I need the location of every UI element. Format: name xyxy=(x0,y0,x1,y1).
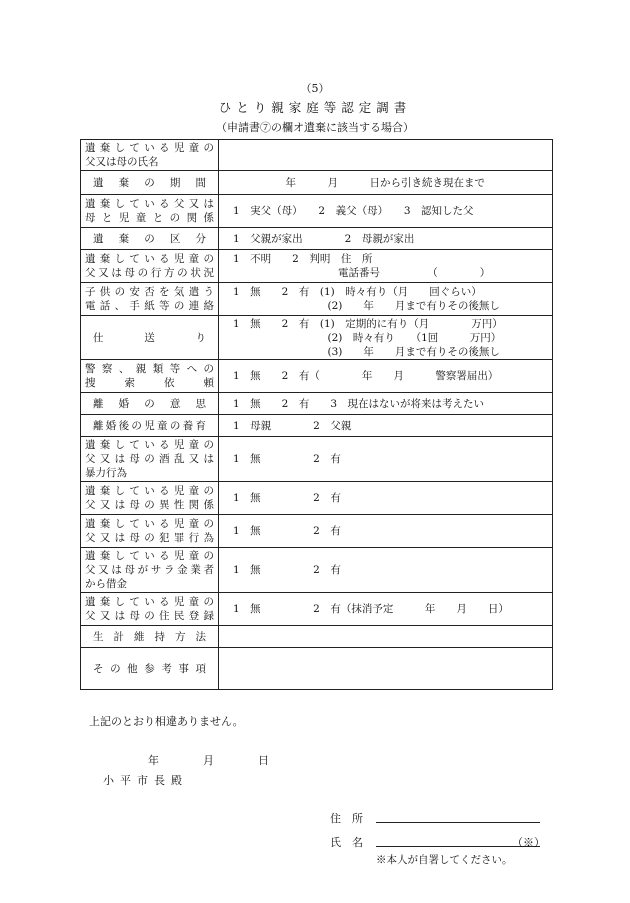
table-row xyxy=(81,195,553,228)
row-value[interactable] xyxy=(219,648,553,690)
row-label-line: 警察、親類等への xyxy=(85,363,214,375)
row-value-line: 1 無 2 有 xyxy=(233,453,341,465)
form-title: ひとり親家庭等認定調書 xyxy=(218,100,412,115)
row-label-line: 母と児童との関係 xyxy=(85,212,214,224)
name-label: 氏 名 xyxy=(330,836,363,849)
row-label-line: 父又は母の酒乱又は xyxy=(85,453,214,465)
table-row xyxy=(81,482,553,515)
seal-mark: （※） xyxy=(512,836,545,849)
row-value[interactable] xyxy=(219,482,553,515)
row-value[interactable] xyxy=(219,195,553,228)
row-label-line: 父又は母の住民登録 xyxy=(85,610,214,622)
row-value[interactable] xyxy=(219,515,553,548)
row-value[interactable] xyxy=(219,626,553,648)
row-label-line: 遺棄している児童の xyxy=(85,518,214,530)
row-value-line: 1 無 2 有 xyxy=(233,564,341,576)
row-label xyxy=(81,316,219,360)
table-row xyxy=(81,393,553,415)
row-label-line: 子供の安否を気遣う xyxy=(85,286,214,298)
table-row xyxy=(81,250,553,283)
row-value-line: 1 無 2 有（ 年 月 警察署届出） xyxy=(233,370,499,382)
row-label-line: 父又は母の異性関係 xyxy=(85,499,214,511)
signature-note: ※本人が自署してください。 xyxy=(376,854,513,866)
row-label-line: 父又は母の氏名 xyxy=(85,156,159,168)
table-row xyxy=(81,283,553,316)
row-label-line: 遺棄している父又は xyxy=(85,198,214,210)
row-value[interactable] xyxy=(219,250,553,283)
row-label-line: 遺棄している児童の xyxy=(85,485,214,497)
table-row xyxy=(81,360,553,393)
row-label-line: 離婚後の児童の養育 xyxy=(93,419,206,432)
row-label xyxy=(81,171,219,195)
statement-text: 上記のとおり相違ありません。 xyxy=(89,715,244,728)
row-label xyxy=(81,648,219,690)
row-label xyxy=(81,548,219,593)
row-label xyxy=(81,393,219,415)
row-value[interactable] xyxy=(219,228,553,250)
row-label xyxy=(81,593,219,626)
row-label-line: 離婚の意思 xyxy=(93,397,206,410)
row-value[interactable] xyxy=(219,360,553,393)
row-value-line: 電話番号 （ ） xyxy=(233,267,491,279)
row-label xyxy=(81,283,219,316)
row-label-line: 暴力行為 xyxy=(85,467,127,479)
row-value-line: 1 父親が家出 2 母親が家出 xyxy=(233,232,415,245)
row-value[interactable] xyxy=(219,140,553,171)
row-label-line: 捜 索 依 頼 xyxy=(85,377,214,389)
row-value[interactable] xyxy=(219,437,553,482)
row-value[interactable] xyxy=(219,393,553,415)
row-value-line: 1 不明 2 判明 住 所 xyxy=(233,253,373,265)
row-value-line: 1 無 2 有（抹消予定 年 月 日） xyxy=(233,603,509,615)
form-subtitle: （申請書⑦の欄オ遺棄に該当する場合） xyxy=(216,121,414,134)
row-label-line: 仕 送 り xyxy=(93,331,206,344)
row-label-line: 遺棄の区分 xyxy=(93,232,206,245)
row-label xyxy=(81,140,219,171)
row-label xyxy=(81,415,219,437)
row-label xyxy=(81,626,219,648)
form-number: （5） xyxy=(300,82,330,95)
table-row xyxy=(81,437,553,482)
addressee-text: 小平市長殿 xyxy=(103,774,188,787)
row-value[interactable] xyxy=(219,171,553,195)
row-label xyxy=(81,195,219,228)
row-value-line: 1 実父（母） 2 義父（母） 3 認知した父 xyxy=(233,205,474,217)
row-value[interactable] xyxy=(219,415,553,437)
table-row xyxy=(81,515,553,548)
row-label-line: 父又は母の行方の状況 xyxy=(85,267,214,279)
row-value[interactable] xyxy=(219,316,553,360)
row-label xyxy=(81,437,219,482)
row-value-line: 1 無 2 有 xyxy=(233,492,341,504)
row-label-line: 遺棄している児童の xyxy=(85,439,214,451)
table-row xyxy=(81,140,553,171)
row-value-line: 1 母親 2 父親 xyxy=(233,419,352,432)
row-value[interactable] xyxy=(219,593,553,626)
row-label xyxy=(81,250,219,283)
row-label xyxy=(81,360,219,393)
row-label-line: 父又は母がサラ金業者 xyxy=(85,564,214,576)
address-label: 住 所 xyxy=(330,812,363,825)
table-row xyxy=(81,228,553,250)
row-label-line: 遺棄している児童の xyxy=(85,596,214,608)
address-field[interactable] xyxy=(376,822,540,823)
table-row xyxy=(81,548,553,593)
table-row xyxy=(81,316,553,360)
row-label-line: から借金 xyxy=(85,578,127,590)
row-value-line: 1 無 2 有 (1) 定期的に有り（月 万円） xyxy=(233,317,503,330)
report-table xyxy=(80,139,553,690)
row-label-line: 遺棄している児童の xyxy=(85,253,214,265)
date-field[interactable]: 年 月 日 xyxy=(148,754,269,767)
row-label-line: 遺棄している児童の xyxy=(85,142,214,154)
row-value-line: (2) 年 月まで有りその後無し xyxy=(233,300,500,312)
row-value[interactable] xyxy=(219,548,553,593)
table-row xyxy=(81,171,553,195)
row-label xyxy=(81,482,219,515)
table-row xyxy=(81,626,553,648)
table-row xyxy=(81,648,553,690)
table-row xyxy=(81,415,553,437)
row-label-line: 父又は母の犯罪行為 xyxy=(85,532,214,544)
row-label xyxy=(81,515,219,548)
row-value-line: (2) 時々有り （1回 万円） xyxy=(233,331,502,344)
row-value-line: 1 無 2 有 (1) 時々有り（月 回ぐらい） xyxy=(233,286,482,298)
row-value-line: 年 月 日から引き続き現在まで xyxy=(233,176,485,189)
row-value-line: 1 無 2 有 xyxy=(233,525,341,537)
row-label-line: その他参考事項 xyxy=(93,662,206,675)
table-row xyxy=(81,593,553,626)
row-label xyxy=(81,228,219,250)
row-label-line: 遺棄の期間 xyxy=(93,176,206,189)
row-value-line: 1 無 2 有 3 現在はないが将来は考えたい xyxy=(233,397,485,410)
row-label-line: 電話、手紙等の連絡 xyxy=(85,300,214,312)
row-value[interactable] xyxy=(219,283,553,316)
row-label-line: 生計維持方法 xyxy=(93,630,206,643)
row-value-line: (3) 年 月まで有りその後無し xyxy=(233,345,500,358)
row-label-line: 遺棄している児童の xyxy=(85,550,214,562)
